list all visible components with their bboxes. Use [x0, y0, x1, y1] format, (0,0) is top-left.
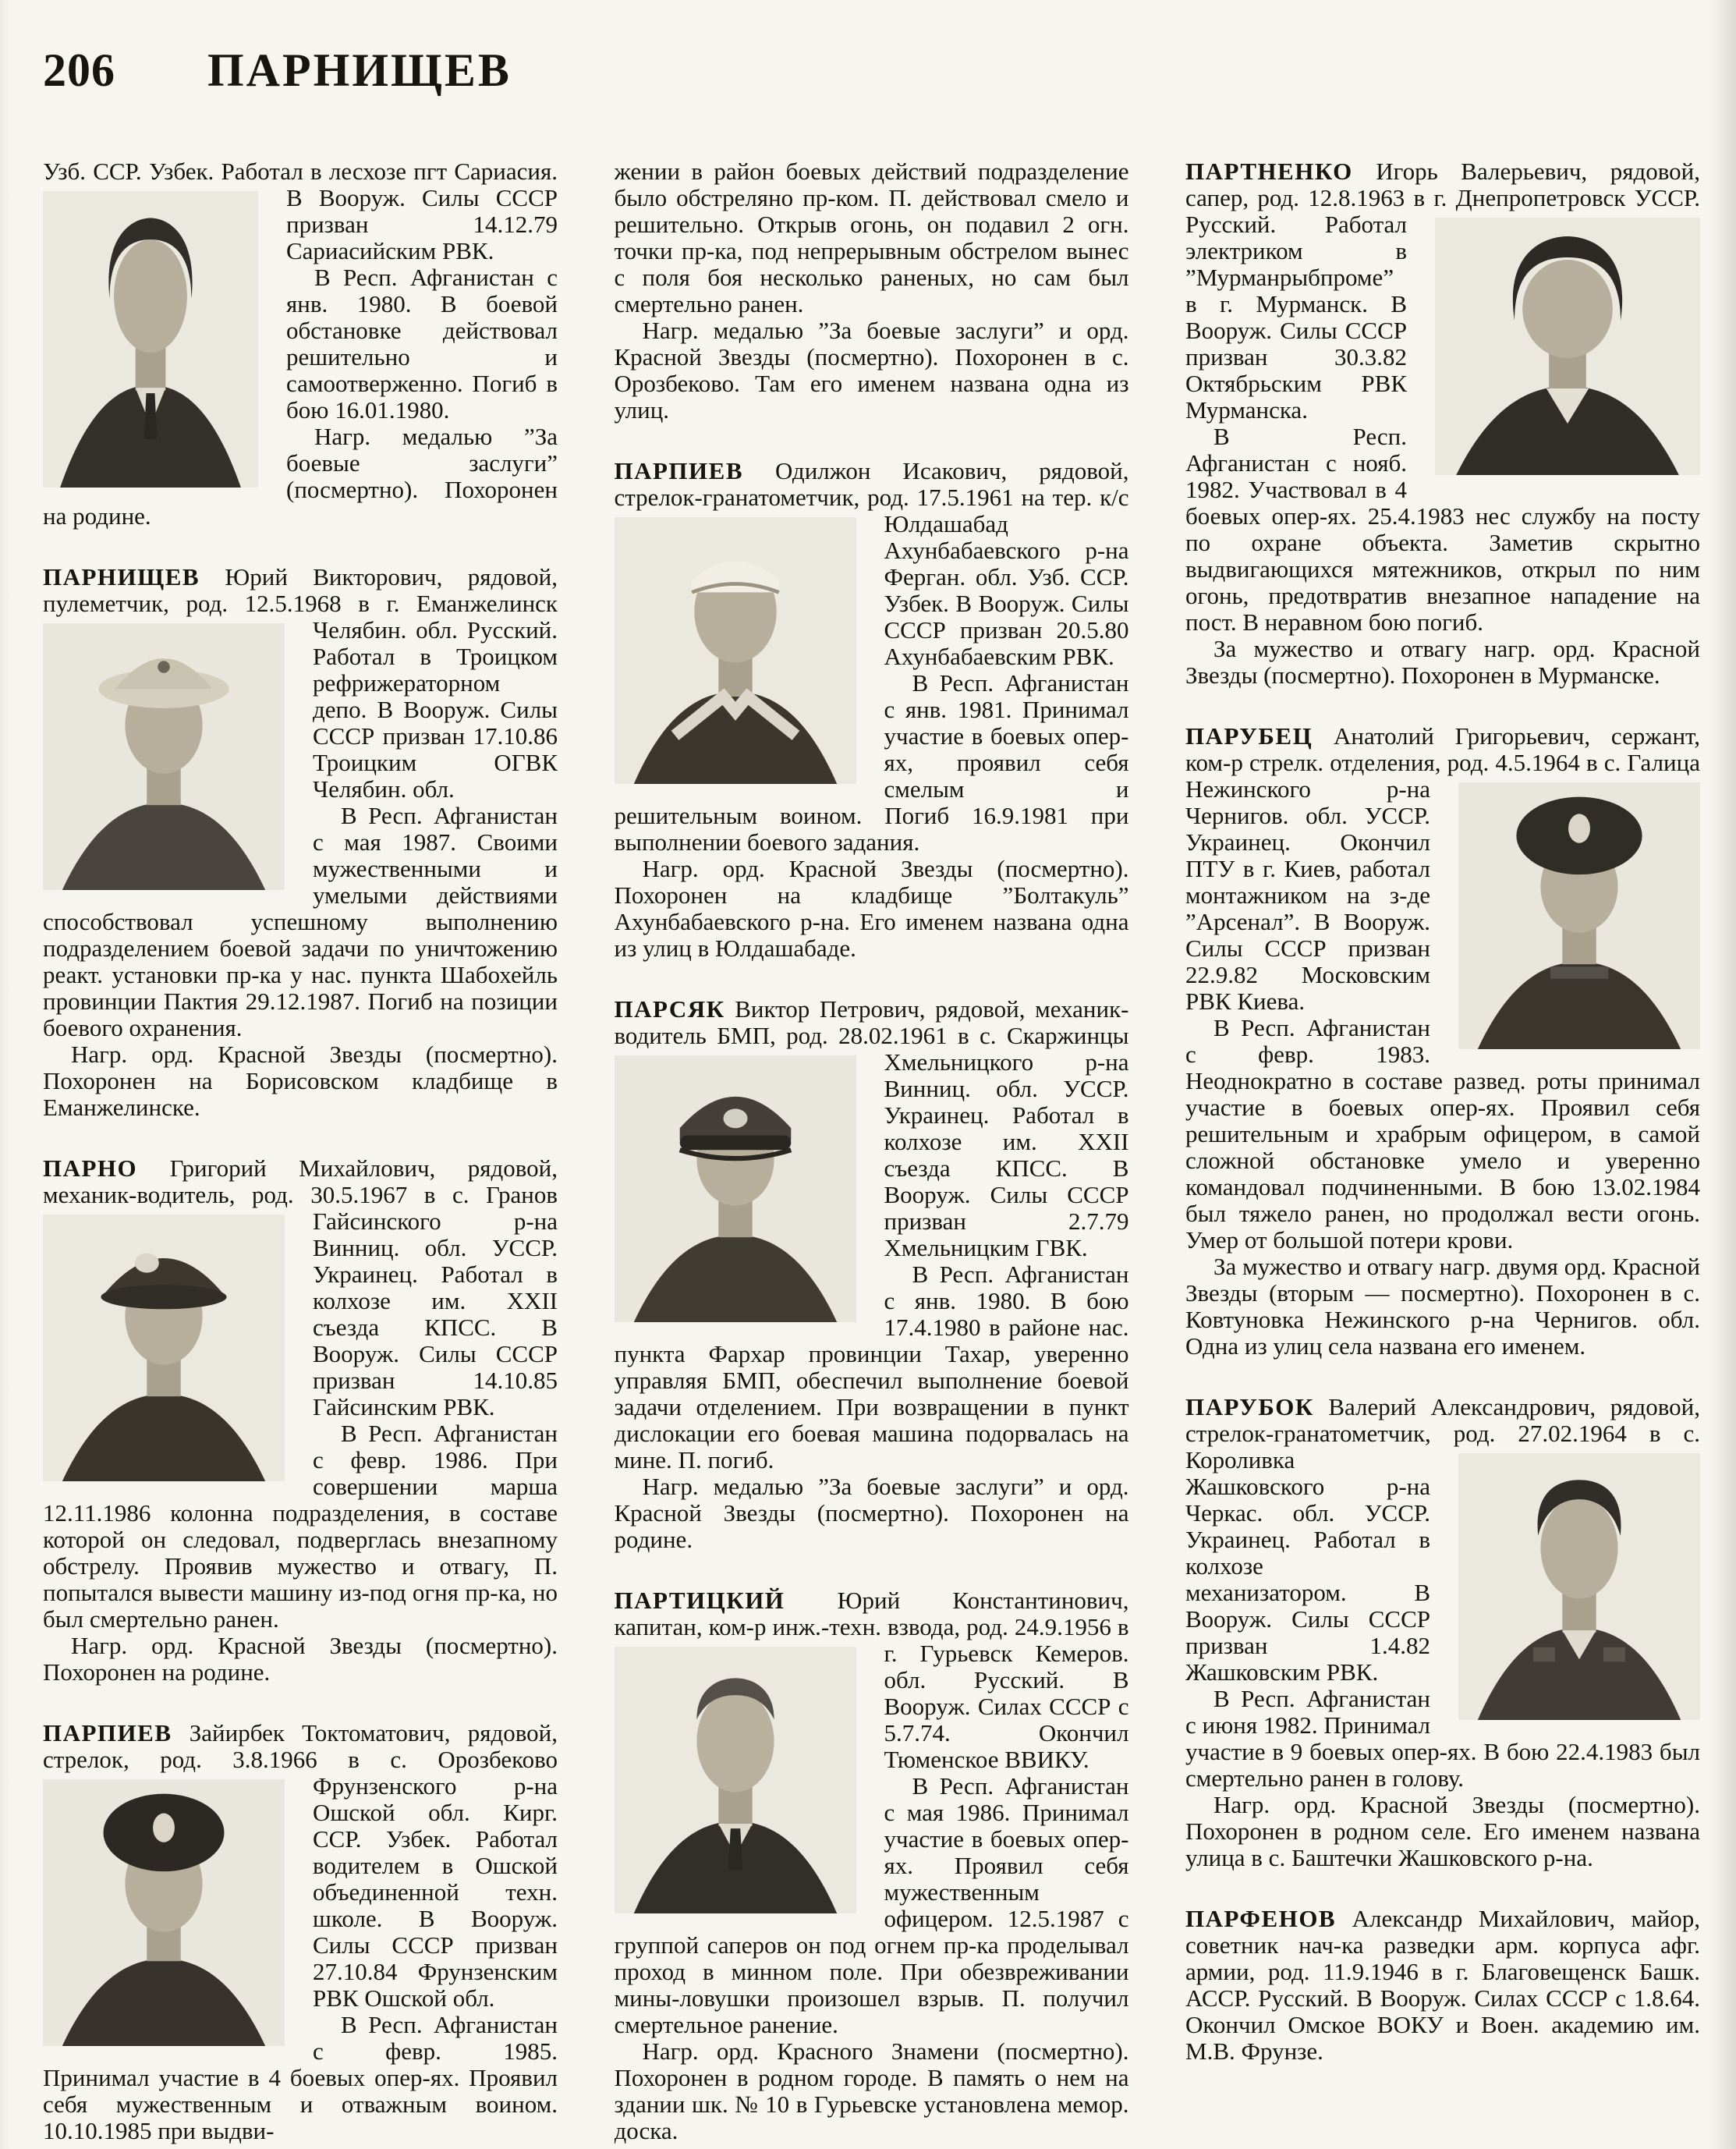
entry-parsyak	[615, 996, 1129, 1553]
entry-text: тер. к/с Юлдашабад Ахунбабаевского р-на Ферган. обл. Узб. ССР. Узбек. В Вооруж. Силы СССР призван 20.5.80 Ахунбабаевским РВК.	[884, 484, 1129, 670]
entry-text: За мужество и отвагу нагр. двумя орд. Красной Звезды (вторым — посмертно). Похоронен в с. Ковтуновка Нежинского р-на Чернигов. обл. Одна из улиц села названа его именем.	[1185, 1253, 1700, 1360]
entry-text: За мужество и отвагу нагр. орд. Красной Звезды (посмертно). Похоронен в Мурманске.	[1185, 635, 1700, 689]
entry-text: В Респ. Афганистан с янв. 1981. Принимал участие в боевых опер-ях, проявил себя смелым и решительным воином. Погиб 16.9.1981 при выполнении боевого задания.	[614, 669, 1129, 856]
portrait-photo	[1458, 1453, 1700, 1720]
entry-parubok	[1185, 1394, 1700, 1871]
entry-partnenko	[1185, 158, 1700, 689]
entry-surname: ПАРУБЕЦ	[1185, 723, 1313, 750]
portrait-photo	[615, 1055, 856, 1322]
entry-parfenov	[1185, 1906, 1700, 2065]
entry-text: Сариасия. В Вооруж. Силы СССР призван 14.12.79 Сариасийским РВК.	[286, 158, 558, 264]
portrait-photo	[615, 1647, 856, 1913]
entry-text: В Респ. Афганистан с февр. 1983. Неоднократно в составе развед. роты принимал участие в боевых опер-ях. Проявил себя решительным и храбрым офицером, в самой сложной обстановке умело и уверенно командовал подчиненными. В бою 13.02.1984 был тяжело ранен, но продолжал вести огонь. Умер от большой потери крови.	[1185, 1014, 1700, 1254]
entry-text: Скаржинцы Хмельницкого р-на Винниц. обл. УССР. Украинец. Работал в колхозе им. XXII съезда КПСС. В Вооруж. Силы СССР призван 2.7.79 Хмельницким ГВК.	[884, 1022, 1129, 1261]
portrait-photo	[43, 191, 258, 488]
entry-text: жении в район боевых действий подразделение было обстреляно пр-ком. П. действовал смело и решительно. Открыв огонь, он подавил 2 огн. точки пр-ка, под непрерывным обстрелом вынес с поля боя несколько раненых, но сам был смертельно ранен.	[614, 158, 1129, 317]
entry-surname: ПАРТИЦКИЙ	[614, 1587, 785, 1614]
entry-text: В Респ. Афганистан с нояб. 1982. Участвовал в 4 боевых опер-ях. 25.4.1983 нес службу на посту по охране объекта. Заметив скрытно выдвигающихся мятежников, открыл по ним огонь, предотвратив внезапное нападение на пост. В неравном бою погиб.	[1185, 423, 1700, 636]
entry-text: Нагр. медалью ”За боевые заслуги” и орд. Красной Звезды (посмертно). Похоронен на родине.	[614, 1473, 1129, 1553]
entry-text: В Респ. Афганистан с июня 1982. Принимал участие в 9 боевых опер-ях. В бою 22.4.1983 был смертельно ранен в голову.	[1185, 1685, 1700, 1792]
entry-parubets	[1185, 723, 1700, 1360]
entry-text: Фрунзенского р-на Ошской обл. Кирг. ССР. Узбек. Работал водителем в Ошской объединенной техн. школе. В Вооруж. Силы СССР призван 27.10.84 Фрунзенским РВК Ошской обл.	[313, 1772, 558, 2012]
entry-text: Одилжон Исакович, рядовой, стрелок-гранатометчик, род. 17.5.1961 на	[614, 458, 1129, 511]
entry-parpiev-zajirbek	[43, 1720, 558, 2144]
entry-continuation	[43, 158, 558, 530]
entry-text: В Респ. Афганистан с мая 1987. Своими мужественными и умелыми действиями способствовал успешному выполнению подразделением боевой задачи по уничтожению реакт. установки пр-ка у нас. пункта Шабохейль провинции Пактия 29.12.1987. Погиб на позиции боевого охранения.	[43, 802, 558, 1041]
text-columns	[43, 158, 1700, 2144]
entry-text: Челябин. обл. Русский. Работал в Троицком рефрижераторном депо. В Вооруж. Силы СССР призван 17.10.86 Троицким ОГВК Челябин. обл.	[313, 616, 558, 803]
entry-text: 27.02.1964 в с. Короливка Жашковского р-на Черкас. обл. УССР. Украинец. Работал в колхозе механизатором. В Вооруж. Силы СССР призван 1.4.82 Жашковским РВК.	[1185, 1420, 1700, 1686]
column-1	[43, 158, 558, 2144]
column-2	[615, 158, 1129, 2144]
entry-text: УССР. Русский. Работал электриком в ”Мурманрыбпроме” в г. Мурманск. В Вооруж. Силы СССР призван 30.3.82 Октябрьским РВК Мурманска.	[1185, 184, 1700, 424]
entry-surname: ПАРПИЕВ	[43, 1720, 172, 1747]
column-3	[1185, 158, 1700, 2144]
page-number: 206	[43, 44, 115, 96]
entry-surname: ПАРНИЩЕВ	[43, 564, 200, 590]
entry-text: Анатолий Григорьевич, сержант, ком-р стрелк. отделения, род.	[1185, 723, 1700, 776]
entry-text: Нагр. медалью ”За боевые заслуги” (посмертно). Похоронен на родине.	[43, 423, 558, 530]
entry-surname: ПАРНО	[43, 1155, 138, 1182]
entry-surname: ПАРФЕНОВ	[1185, 1906, 1337, 1932]
entry-text: В Респ. Афганистан с февр. 1986. При совершении марша 12.11.1986 колонна подразделения, в составе которой он следовал, подверглась внезапному обстрелу. Проявив мужество и отвагу, П. попытался вывести машину из-под огня пр-ка, но был смертельно ранен.	[43, 1420, 558, 1633]
entry-parpiev-odilzhon	[615, 458, 1129, 962]
entry-text: Юрий Константинович, капитан, ком-р инж.-техн. взвода, род. 24.9.1956 в	[614, 1587, 1129, 1640]
entry-text: Валерий Александрович, рядовой, стрелок-гранатометчик, род.	[1185, 1394, 1700, 1447]
entry-text: Узб. ССР. Узбек. Работал в лесхозе пгт	[43, 158, 448, 185]
portrait-photo	[1458, 782, 1700, 1049]
portrait-photo	[615, 517, 856, 784]
entry-parno	[43, 1155, 558, 1686]
page-title: ПАРНИЩЕВ	[207, 44, 512, 96]
entry-surname: ПАРПИЕВ	[614, 458, 744, 484]
entry-parnishchev	[43, 564, 558, 1121]
entry-text: г. Гурьевск Кемеров. обл. Русский. В Вооруж. Силах СССР с 5.7.74. Окончил Тюменское ВВИКУ.	[884, 1640, 1129, 1773]
entry-parpiev-continuation	[615, 158, 1129, 424]
entry-text: Нагр. орд. Красной Звезды (посмертно). Похоронен на кладбище ”Болтакуль” Ахунбабаевского р-на. Его именем названа одна из улиц в Юлдашабаде.	[614, 855, 1129, 962]
entry-text: Нагр. орд. Красного Знамени (посмертно). Похоронен в родном городе. В память о нем на здании шк. № 10 в Гурьевске установлена мемор. доска.	[614, 2037, 1129, 2144]
portrait-photo	[43, 1215, 285, 1481]
entry-text: В Респ. Афганистан с янв. 1980. В боевой обстановке действовал решительно и самоотверженно. Погиб в бою 16.01.1980.	[286, 264, 558, 424]
entry-text: Григорий Михайлович, рядовой, механик-водитель, род. 30.5.1967 в с. Гранов	[43, 1155, 558, 1208]
entry-text: В Респ. Афганистан с мая 1986. Принимал участие в боевых опер-ях. Проявил себя мужественным офицером. 12.5.1987 с группой саперов он под огнем пр-ка проделывал проход в минном поле. При обезвреживании мины-ловушки произошел взрыв. П. получил смертельное ранение.	[614, 1772, 1129, 2038]
entry-text: Виктор Петрович, рядовой, механик-водитель БМП, род. 28.02.1961 в с.	[614, 996, 1129, 1049]
entry-text: Нагр. орд. Красной Звезды (посмертно). Похоронен на Борисовском кладбище в Еманжелинске.	[43, 1041, 558, 1121]
page-header	[43, 44, 1700, 98]
entry-surname: ПАРСЯК	[614, 996, 725, 1023]
entry-text: Юрий Викторович, рядовой, пулеметчик, род. 12.5.1968 в г. Еманжелинск	[43, 564, 558, 617]
entry-text: Нагр. орд. Красной Звезды (посмертно). Похоронен в родном селе. Его именем названа улица в с. Баштечки Жашковского р-на.	[1185, 1791, 1700, 1871]
entry-text: Александр Михайлович, майор, советник нач-ка разведки арм. корпуса афг. армии, род. 11.9.1946 в г. Благовещенск Башк. АССР. Русский. В Вооруж. Силах СССР с 1.8.64. Окончил Омское ВОКУ и Воен. академию им. М.В. Фрунзе.	[1185, 1906, 1700, 2065]
entry-text: В Респ. Афганистан с февр. 1985. Принимал участие в 4 боевых опер-ях. Проявил себя мужественным и отважным воином. 10.10.1985 при выдви-	[43, 2011, 558, 2144]
portrait-photo	[43, 623, 285, 890]
entry-surname: ПАРУБОК	[1185, 1394, 1314, 1420]
entry-text: 4.5.1964 в с. Галица Нежинского р-на Чернигов. обл. УССР. Украинец. Окончил ПТУ в г. Киев, работал монтажником на з-де ”Арсенал”. В Вооруж. Силы СССР призван 22.9.82 Московским РВК Киева.	[1185, 749, 1700, 1015]
entry-text: Игорь Валерьевич, рядовой, сапер, род. 12.8.1963 в г. Днепропетровск	[1185, 158, 1700, 211]
entry-text: В Респ. Афганистан с янв. 1980. В бою 17.4.1980 в районе нас. пункта Фархар провинции Тахар, уверенно управляя БМП, обеспечил выполнение боевой задачи отделением. При возвращении в пункт дислокации его боевая машина подорвалась на мине. П. погиб.	[614, 1261, 1129, 1473]
entry-text: Зайирбек Токтоматович, рядовой, стрелок, род. 3.8.1966 в с. Орозбеково	[43, 1720, 558, 1773]
entry-partitsky	[615, 1587, 1129, 2144]
entry-text: Нагр. медалью ”За боевые заслуги” и орд. Красной Звезды (посмертно). Похоронен в с. Орозбеково. Там его именем названа одна из улиц.	[614, 317, 1129, 424]
portrait-photo	[1435, 218, 1700, 475]
entry-text: Нагр. орд. Красной Звезды (посмертно). Похоронен на родине.	[43, 1632, 558, 1686]
entry-surname: ПАРТНЕНКО	[1185, 158, 1353, 185]
portrait-photo	[43, 1779, 285, 2046]
entry-text: Гайсинского р-на Винниц. обл. УССР. Украинец. Работал в колхозе им. XXII съезда КПСС. В Вооруж. Силы СССР призван 14.10.85 Гайсинским РВК.	[313, 1207, 558, 1420]
